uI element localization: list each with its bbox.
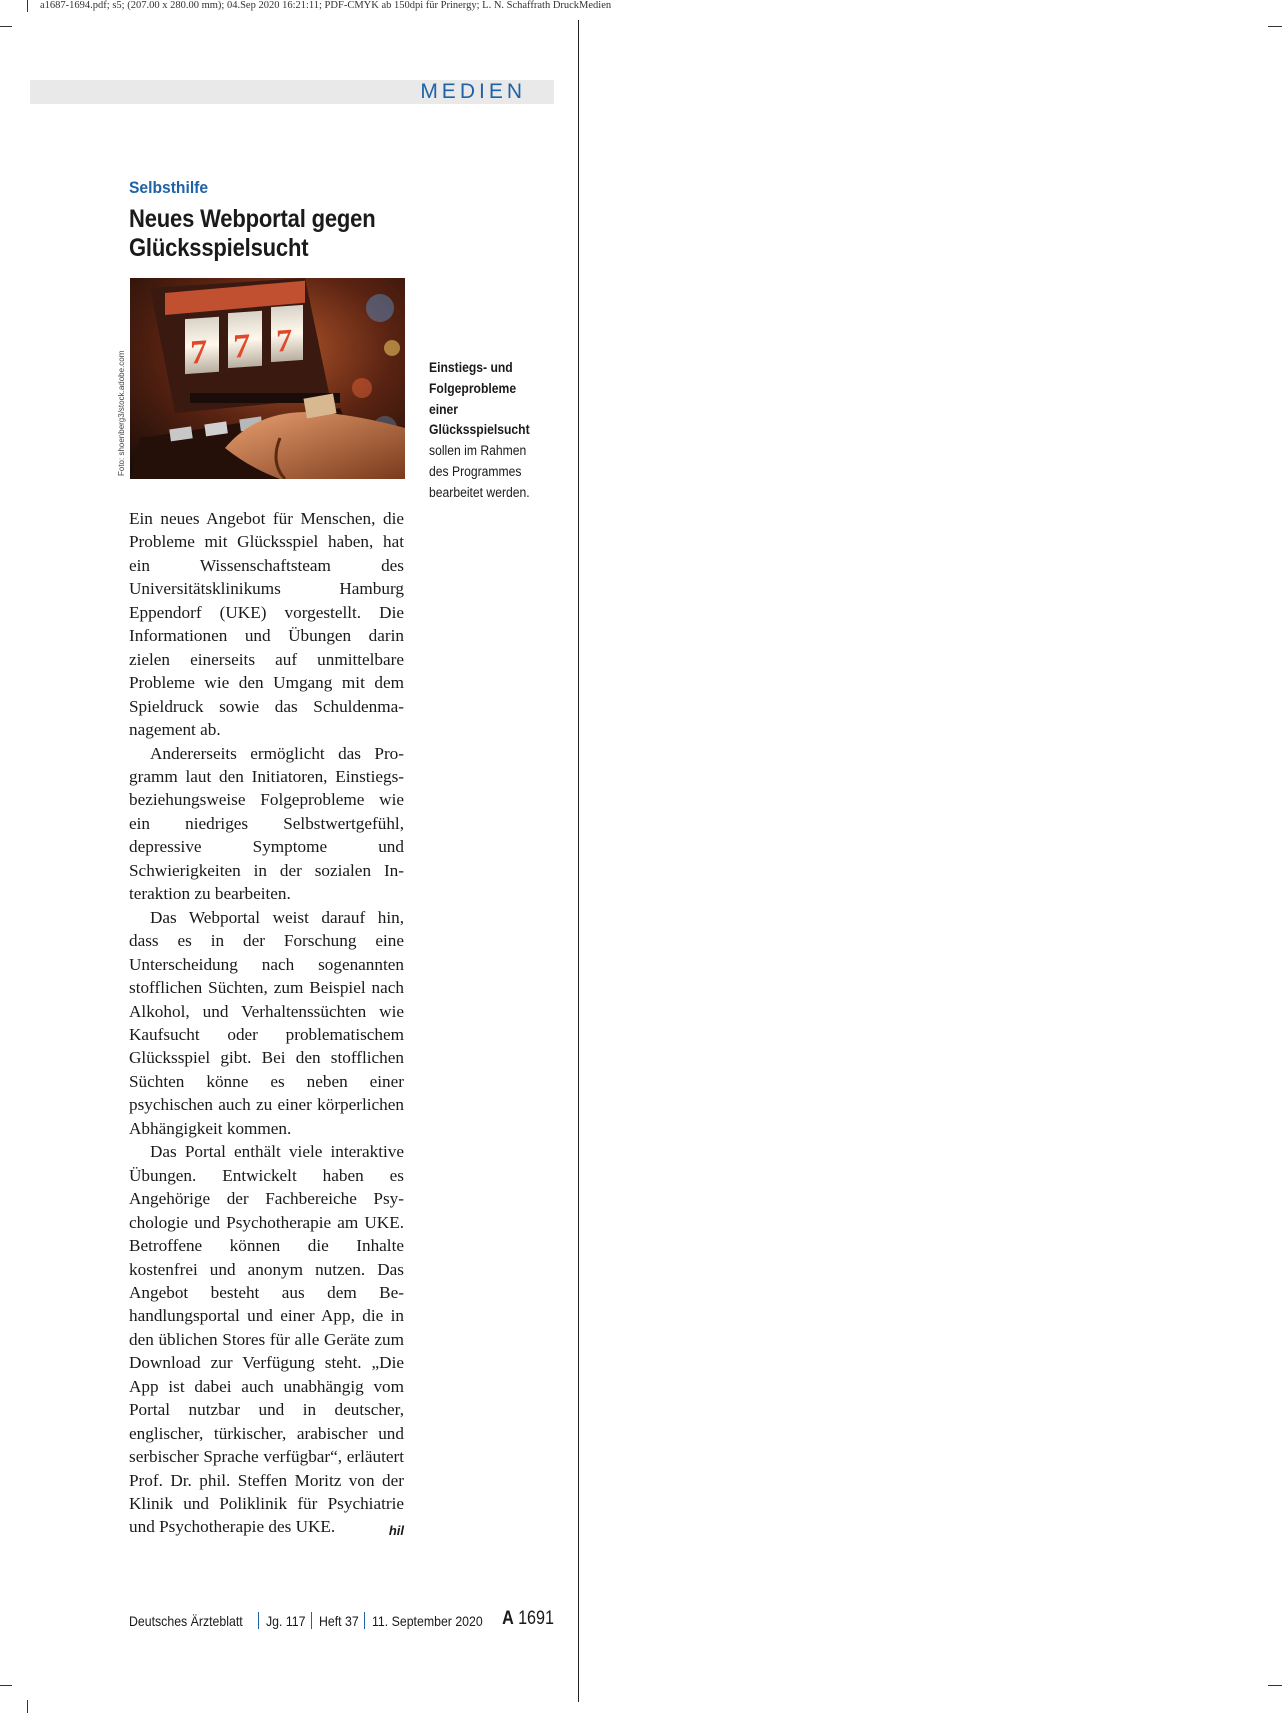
page-number-value: 1691: [518, 1608, 554, 1629]
crop-mark: [1268, 26, 1282, 27]
print-slug: a1687-1694.pdf; s5; (207.00 x 280.00 mm); 04.Sep 2020 16:21:11; PDF-CMYK ab 150dpi für Prinergy; L. N. Schaffrath DruckMedien: [40, 0, 612, 11]
footer-separator: [364, 1612, 365, 1629]
body-paragraph: Andererseits ermöglicht das Programm laut den Initiatoren, Einstiegs- beziehungsweise Folgeprobleme wie ein niedriges Selbstwertgefühl, depressive Symptome und Schwierigkeiten in der sozialen Interaktion zu bearbeiten.: [129, 743, 404, 904]
journal-name: Deutsches Ärzteblatt: [129, 1613, 243, 1629]
caption-lead: Einstiegs- und Folgeprobleme einer Glücksspielsucht: [429, 360, 530, 438]
crop-mark: [27, 0, 28, 12]
body-paragraph: [129, 1140, 404, 1539]
section-label: MEDIEN: [420, 80, 526, 103]
crop-mark: [27, 1700, 28, 1713]
footer-separator: [311, 1612, 312, 1629]
svg-text:7: 7: [276, 321, 292, 359]
footer-separator: [258, 1612, 259, 1629]
slot-machine-photo: [130, 278, 405, 479]
svg-text:7: 7: [190, 333, 207, 372]
journal-volume: Jg. 117: [265, 1613, 306, 1629]
section-header: [30, 80, 554, 104]
body-paragraph: Das Webportal weist darauf hin, dass es in der Forschung eine Unterscheidung nach sogenannten stofflichen Süchten, zum Beispiel nach Alkohol, und Verhaltenssüchten wie Kaufsucht oder problematischem Glücksspiel gibt. Bei den stofflichen Süchten könne es neben einer psychischen auch zu einer körperlichen Abhängigkeit kommen.: [129, 907, 404, 1138]
crop-mark: [0, 1685, 12, 1686]
article-body: [129, 507, 404, 1543]
crop-mark: [0, 26, 12, 27]
paragraph-text: Das Portal enthält viele interaktive Übungen. Entwickelt haben es Angehörige der Fachbereiche Psychologie und Psychotherapie am UKE. Betroffene können die Inhalte kostenfrei und anonym nutzen. Das Angebot besteht aus dem Behandlungsportal und einer App, die in den üblichen Stores für alle Geräte zum Download zur Verfügung steht. „Die App ist dabei auch unabhängig vom Portal nutzbar und in deutscher, englischer, türkischer, arabischer und serbischer Sprache verfügbar“, erläutert Prof. Dr. phil. Steffen Moritz von der Klinik und Poliklinik für Psychiatrie und Psychotherapie des UKE.: [129, 1142, 404, 1537]
headline-line: Glücksspielsucht: [129, 234, 309, 262]
column-divider: [578, 20, 579, 1702]
body-paragraph: Ein neues Angebot für Menschen, die Probleme mit Glücksspiel haben, hat ein Wissenschaftsteam des Universitätsklinikums Hamburg Eppendorf (UKE) vorgestellt. Die Informationen und Übungen darin zielen einerseits auf unmittelbare Probleme wie den Umgang mit dem Spieldruck sowie das Schuldenmanagement ab.: [129, 509, 404, 740]
headline-line: Neues Webportal gegen: [129, 205, 376, 233]
issue-date: 11. September 2020: [371, 1613, 483, 1629]
page-prefix: A: [502, 1608, 514, 1629]
page-footer: [129, 1608, 554, 1634]
article-kicker: Selbsthilfe: [129, 178, 209, 197]
article-headline: [129, 205, 393, 263]
photo-credit: Foto: shoenberg3/stock.adobe.com: [117, 350, 126, 476]
photo-caption: [429, 358, 546, 504]
caption-text: sollen im Rahmen des Programmes bearbeitet werden.: [429, 443, 530, 500]
svg-text:7: 7: [233, 327, 250, 366]
crop-mark: [1268, 1685, 1282, 1686]
journal-issue: Heft 37: [318, 1613, 359, 1629]
author-signature: hil: [388, 1523, 404, 1539]
page-number: [502, 1608, 554, 1630]
